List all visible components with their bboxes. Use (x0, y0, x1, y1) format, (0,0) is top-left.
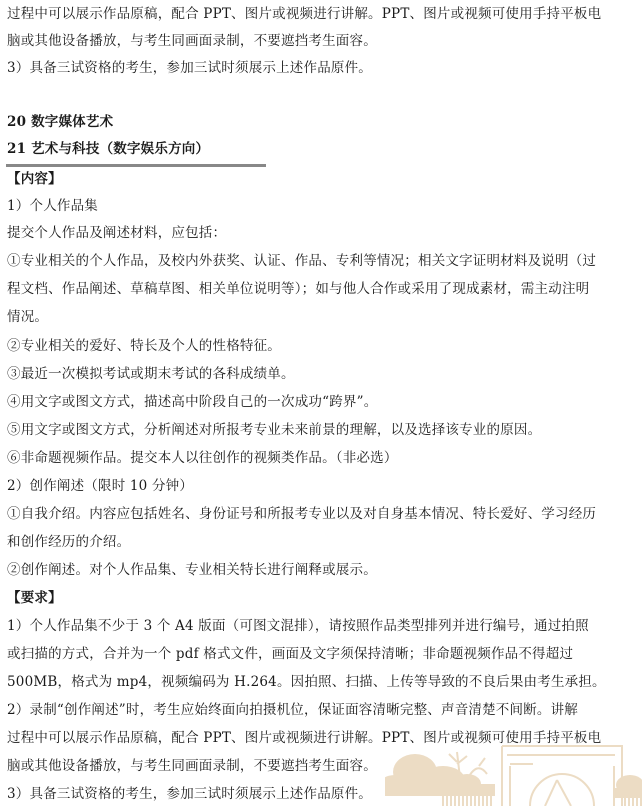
section-content-label: 【内容】 (7, 171, 62, 187)
item1-point: 程文档、作品阐述、草稿草图、相关单位说明等）；如与他人合作或采用了现成素材，需主动注明 (7, 281, 590, 297)
item1-point: ②专业相关的爱好、特长及个人的性格特征。 (7, 338, 281, 354)
item1-title: 1）个人作品集 (7, 198, 98, 214)
item1-point: ⑤用文字或图文方式，分析阐述对所报考专业未来前景的理解，以及选择该专业的原因。 (7, 422, 542, 438)
requirement-line: 1）个人作品集不少于 3 个 A4 版面（可图文混排），请按照作品类型排列并进行编号，通过拍照 (7, 618, 589, 634)
item2-point: ①自我介绍。内容应包括姓名、身份证号和所报考专业以及对自身基本情况、特长爱好、学习经历 (7, 506, 597, 522)
item1-point: ①专业相关的个人作品，及校内外获奖、认证、作品、专利等情况；相关文字证明材料及说明（过 (7, 253, 597, 269)
paragraph-line: 过程中可以展示作品原稿，配合 PPT、图片或视频进行讲解。PPT、图片或视频可使用手持平板电 (7, 6, 602, 22)
requirement-line: 过程中可以展示作品原稿，配合 PPT、图片或视频进行讲解。PPT、图片或视频可使用手持平板电 (7, 730, 602, 746)
requirement-line: 500MB，格式为 mp4，视频编码为 H.264。因拍照、扫描、上传等导致的不良后果由考生承担。 (7, 674, 606, 690)
item2-point: 和创作经历的介绍。 (7, 534, 131, 550)
item2-title: 2）创作阐述（限时 10 分钟） (7, 478, 194, 494)
item2-point: ②创作阐述。对个人作品集、专业相关特长进行阐释或展示。 (7, 562, 377, 578)
item1-point: ③最近一次模拟考试或期末考试的各科成绩单。 (7, 366, 295, 382)
heading-20: 20 数字媒体艺术 (7, 114, 114, 130)
item1-point: ④用文字或图文方式，描述高中阶段自己的一次成功“跨界”。 (7, 394, 378, 410)
requirement-line: 脑或其他设备播放，与考生同画面录制，不要遮挡考生面容。 (7, 758, 377, 774)
paragraph-line: 脑或其他设备播放，与考生同画面录制，不要遮挡考生面容。 (7, 33, 377, 49)
section-requirements-label: 【要求】 (7, 590, 62, 606)
requirement-line: 2）录制“创作阐述”时，考生应始终面向拍摄机位，保证面容清晰完整、声音清楚不间断。讲解 (7, 702, 578, 718)
heading-21: 21 艺术与科技（数字娱乐方向） (7, 141, 210, 157)
requirement-line: 或扫描的方式，合并为一个 pdf 格式文件，画面及文字须保持清晰；非命题视频作品不得超过 (7, 646, 574, 662)
watermark-emblem-icon (385, 740, 642, 806)
paragraph-line: 3）具备三试资格的考生，参加三试时须展示上述作品原件。 (7, 60, 372, 76)
item1-point: ⑥非命题视频作品。提交本人以往创作的视频类作品。（非必选） (7, 450, 398, 466)
item1-point: 情况。 (7, 309, 49, 325)
heading-divider (6, 164, 266, 167)
requirement-line: 3）具备三试资格的考生，参加三试时须展示上述作品原件。 (7, 786, 372, 802)
item1-intro: 提交个人作品及阐述材料，应包括： (7, 225, 227, 241)
